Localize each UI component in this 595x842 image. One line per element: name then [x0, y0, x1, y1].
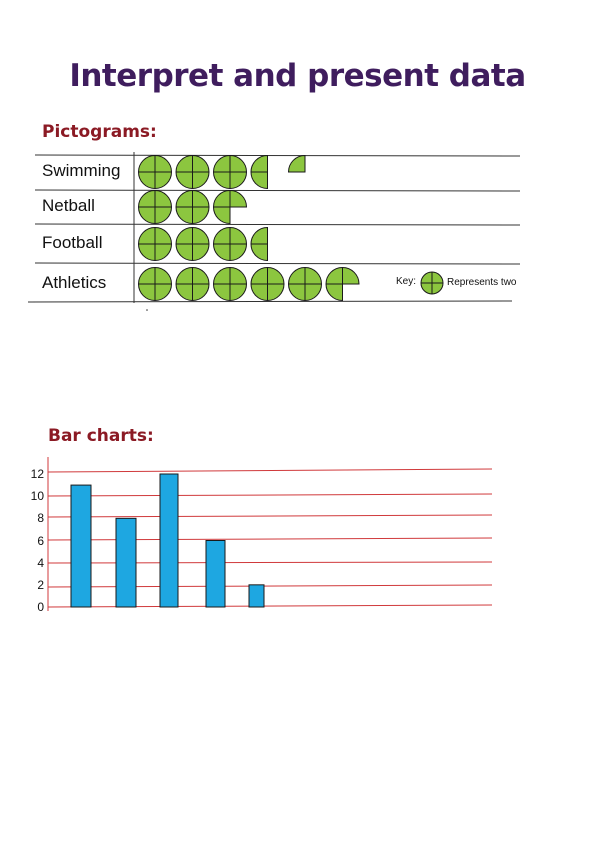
y-tick-label: 10: [30, 489, 44, 504]
pictogram-row-label-football: Football: [42, 233, 103, 252]
y-tick-label: 6: [37, 533, 44, 548]
grid-line: [48, 585, 492, 587]
grid-line: [48, 538, 492, 540]
grid-line: [48, 469, 492, 472]
grid-line: [48, 494, 492, 496]
bar: [249, 585, 264, 607]
pictogram-heading: Pictograms:: [42, 122, 157, 142]
pictogram-key-text: Represents two: [447, 277, 517, 288]
pictogram-key-label: Key:: [396, 276, 417, 287]
y-tick-label: 4: [37, 555, 44, 570]
grid-line: [48, 515, 492, 517]
y-tick-label: 0: [37, 600, 44, 614]
y-tick-label: 8: [37, 511, 44, 526]
grid-line: [48, 562, 492, 563]
y-tick-label: 2: [37, 577, 44, 592]
bar: [116, 518, 136, 607]
y-tick-label: 12: [30, 467, 44, 481]
bar: [206, 541, 225, 608]
grid-line: [48, 605, 492, 607]
bar: [71, 485, 91, 607]
bar: [160, 474, 178, 607]
bar-chart-heading: Bar charts:: [48, 426, 154, 446]
page-title: Interpret and present data: [69, 58, 526, 94]
pictogram-row-label-athletics: Athletics: [42, 273, 107, 292]
pictogram-row-label-netball: Netball: [42, 196, 95, 215]
pictogram-row-label-swimming: Swimming: [42, 161, 121, 180]
